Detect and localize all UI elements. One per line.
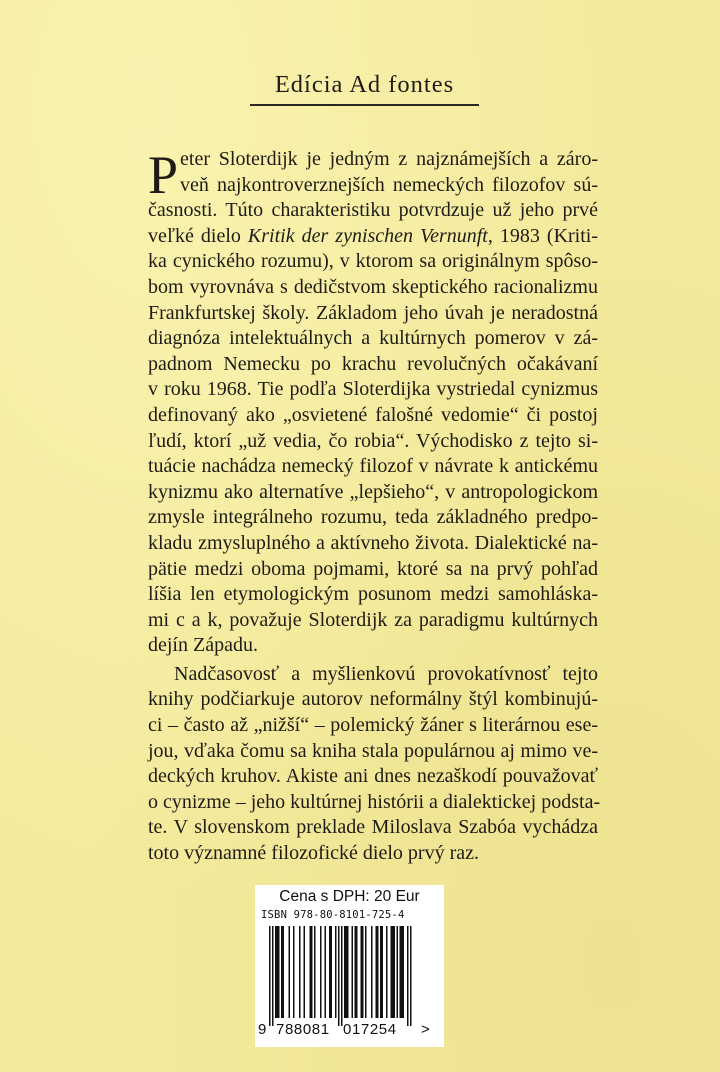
barcode-digit-lead: 9 [258,1021,267,1038]
barcode-bar [331,926,333,1018]
barcode-digit-group-right: 017254 [343,1021,397,1038]
text-line: časnosti. Túto charakteristiku potvrdzuje už jeho prvé [148,199,598,222]
text-line: mi c a k, považuje Sloterdijk za paradigmu kultúrnych [148,608,598,631]
barcode-guard-bar [338,926,340,1026]
ean13-barcode [269,926,431,1026]
barcode-bar [299,926,301,1018]
barcode-bar [371,926,373,1018]
barcode-bar [392,926,394,1018]
barcode-bar [355,926,357,1018]
barcode-bar [325,926,327,1018]
barcode-digit-group-left: 788081 [276,1021,330,1038]
text-line: definovaný ako „osvietené falošné vedomie“ či postoj [148,403,598,426]
barcode-bar [320,926,322,1018]
text-line: v roku 1968. Tie podľa Sloterdijka vystriedal cynizmus [148,378,598,401]
barcode-bar [335,926,337,1018]
blurb-paragraph-2 [148,662,601,867]
barcode-bar [380,926,382,1018]
text-line: dejín Západu. [148,634,258,657]
text-line: deckých kruhov. Akiste ani dnes nezaškodí pouvažovať [148,765,598,788]
barcode-bar [304,926,306,1018]
barcode-guard-bar [410,926,412,1026]
barcode-bar [289,926,291,1018]
barcode-bar [361,926,363,1018]
barcode-bar [346,926,348,1018]
text-line: ci – často až „nižší“ – polemický žáner s literárnou ese- [148,714,598,737]
text-line: tuácie nachádza nemecký filozof v návrate k antickému [148,455,598,478]
text-line: te. V slovenskom preklade Miloslava Szabóa vychádza [148,816,598,839]
text-line: zmysle integrálneho rozumu, teda základného predpo- [148,506,598,529]
barcode-bar [347,926,349,1018]
text-line: bom vyrovnáva s dedičstvom skeptického racionalizmu [148,275,598,298]
series-underline [250,104,479,106]
barcode-bar [314,926,316,1018]
barcode-guard-bar [407,926,409,1026]
text-line: veň najkontroverznejších nemeckých filozofov sú- [180,173,598,196]
barcode-guard-bar [272,926,274,1026]
barcode-bar [377,926,379,1018]
barcode-guard-bar [269,926,271,1026]
barcode-bar [281,926,283,1018]
text-line-with-italic-title: veľké dielo Kritik der zynischen Vernunft, 1983 (Kriti- [148,224,598,247]
barcode-bar [277,926,279,1018]
blurb-paragraph-1 [148,147,598,659]
text-line: kynizmu ako alternatíve „lepšieho“, v antropologickom [148,480,598,503]
barcode-bar [329,926,331,1018]
text-line: kladu zmysluplného a aktívneho života. Dialektické na- [148,531,598,554]
barcode-bar [275,926,277,1018]
text-line: knihy podčiarkuje autorov neformálny štýl kombinujú- [148,688,598,711]
barcode-bar [403,926,405,1018]
barcode-bar [401,926,403,1018]
text-line: líšia len etymologickým posunom medzi samohláska- [148,583,598,606]
text-line: o cynizme – jeho kultúrnej histórii a dialektickej podsta- [148,790,601,813]
isbn-label: ISBN 978-80-8101-725-4 [261,909,405,921]
drop-cap: P [148,145,179,205]
barcode-guard-bar [341,926,343,1026]
barcode-bar [356,926,358,1018]
back-cover-blurb [148,145,601,867]
text-line: Frankfurtskej školy. Základom jeho úvah je neradostná [148,301,598,324]
barcode-bar [283,926,285,1018]
barcode-bar [310,926,312,1018]
text-line: eter Sloterdijk je jedným z najznámejších a záro- [180,148,598,170]
barcode-digits [255,1021,444,1041]
barcode-bar [352,926,354,1018]
barcode-bar [386,926,388,1018]
text-line: ľudí, ktorí „už vedia, čo robia“. Východisko z tejto si- [148,429,598,452]
text-line: Nadčasovosť a myšlienkovú provokatívnosť tejto [174,662,598,685]
barcode-bar [293,926,295,1018]
barcode-bar [362,926,364,1018]
barcode-bar [311,926,313,1018]
price-label: Cena s DPH: 20 Eur [279,888,420,905]
barcode-bar [400,926,402,1018]
series-title: Edícia Ad fontes [274,71,455,98]
text-line: jou, vďaka čomu sa kniha stala populárnou aj mimo ve- [148,739,598,762]
book-title-italic: Kritik der zynischen Vernunft [247,224,488,247]
barcode-bar [391,926,393,1018]
barcode-sticker [255,885,444,1047]
text-line: padnom Nemecku po krachu revolučných očakávaní [148,352,598,375]
barcode-bar [344,926,346,1018]
barcode-quiet-zone-marker: > [421,1021,430,1038]
text-line: ka cynického rozumu), v ktorom sa originálnym spôso- [148,250,598,273]
barcode-bar [397,926,399,1018]
text-line: pätie medzi oboma pojmami, ktoré sa na prvý pohľad [148,557,598,580]
barcode-bar [394,926,396,1018]
barcode-bar [365,926,367,1018]
text-line: diagnóza intelektuálnych a kultúrnych pomerov v zá- [148,327,598,350]
barcode-bar [382,926,384,1018]
barcode-bar [376,926,378,1018]
barcode-bar [278,926,280,1018]
text-line: toto významné filozofické dielo prvý raz. [148,842,479,865]
